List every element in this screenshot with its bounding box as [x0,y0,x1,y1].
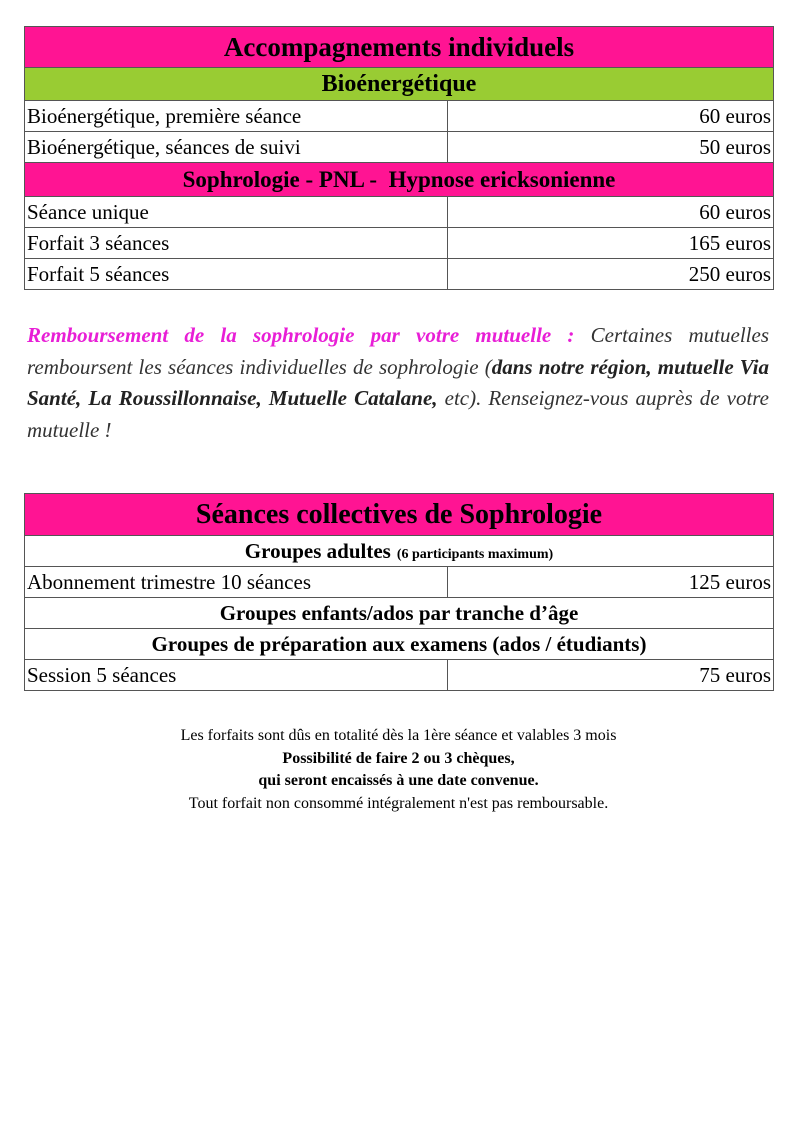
row-label: Séance unique [25,197,448,228]
section-heading-row [25,163,774,197]
adults-heading: Groupes adultes [244,538,391,563]
sophrologie-heading: Sophrologie - PNL - Hypnose ericksonienne [25,163,774,197]
exams-heading: Groupes de préparation aux examens (ados / étudiants) [25,629,774,660]
row-price: 125 euros [448,567,774,598]
section-heading-row [25,536,774,567]
row-label: Abonnement trimestre 10 séances [25,567,448,598]
row-label: Forfait 3 séances [25,228,448,259]
row-price: 75 euros [448,660,774,691]
section-heading-row [25,598,774,629]
table-row [25,660,774,691]
row-price: 50 euros [448,132,774,163]
footer-line: Possibilité de faire 2 ou 3 chèques, [282,749,515,767]
individual-pricing-table [24,26,774,290]
section-heading-row [25,68,774,101]
footer-line: Les forfaits sont dûs en totalité dès la 1ère séance et valables 3 mois [180,727,617,744]
section-heading-row [25,629,774,660]
table-row [25,567,774,598]
row-price: 60 euros [448,101,774,132]
row-label: Bioénergétique, séances de suivi [25,132,448,163]
table-title-row [25,27,774,68]
table-row [25,101,774,132]
row-label: Session 5 séances [25,660,448,691]
table-row [25,132,774,163]
individual-title: Accompagnements individuels [25,27,774,68]
table-row [25,259,774,290]
row-price: 250 euros [448,259,774,290]
mutuelle-text-end: etc). Renseignez-vous auprès de votre mutuelle ! [27,386,770,442]
row-price: 60 euros [448,197,774,228]
bioenergetique-heading: Bioénergétique [25,68,774,101]
footer-line: qui seront encaissés à une date convenue. [258,772,539,789]
footer-line: Tout forfait non consommé intégralement n'est pas remboursable. [188,794,609,812]
adults-heading-cell [25,536,774,567]
table-row [25,228,774,259]
collective-title: Séances collectives de Sophrologie [25,494,774,536]
table-title-row [25,494,774,536]
adults-note: (6 participants maximum) [396,546,554,562]
kids-heading: Groupes enfants/ados par tranche d’âge [25,598,774,629]
row-label: Bioénergétique, première séance [25,101,448,132]
mutuelle-text-start: Certaines mutuelles remboursent les séances individuelles de sophrologie ( [27,323,769,379]
mutuelle-paragraph [27,320,769,446]
footer-notes [24,725,773,815]
collective-pricing-table [24,493,774,691]
mutuelle-heading: Remboursement de la sophrologie par votre mutuelle : [27,323,575,347]
row-price: 165 euros [448,228,774,259]
mutuelle-list: dans notre région, mutuelle Via Santé, La Roussillonnaise, Mutuelle Catalane, [27,354,769,410]
table-row [25,197,774,228]
row-label: Forfait 5 séances [25,259,448,290]
